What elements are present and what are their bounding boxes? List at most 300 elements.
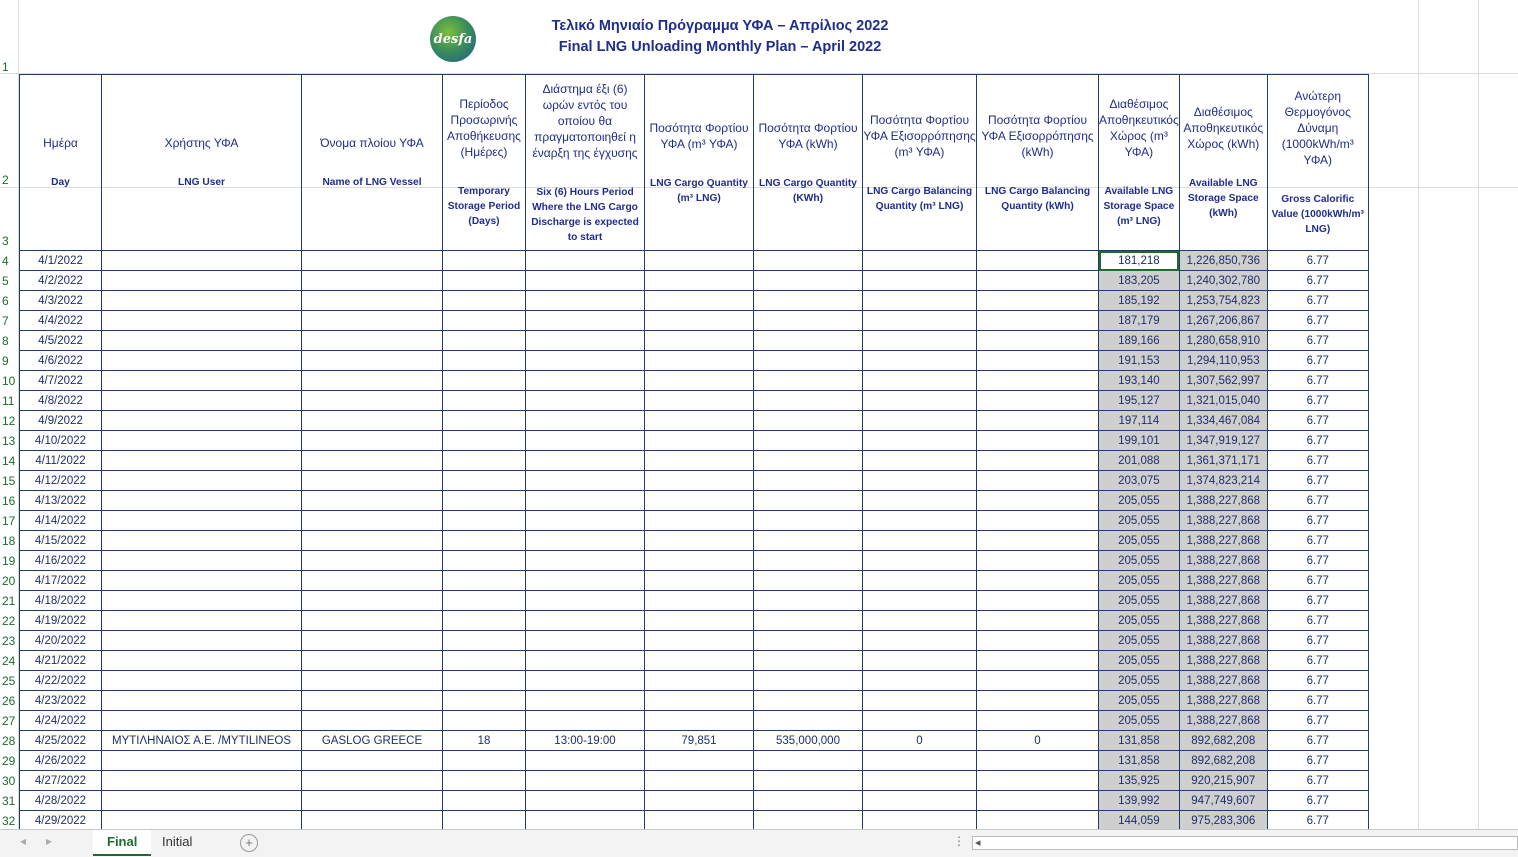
cell-cargo-kwh[interactable] <box>754 631 863 651</box>
cell-gcv[interactable]: 6.77 <box>1267 591 1368 611</box>
cell-period[interactable] <box>443 771 526 791</box>
row-number[interactable]: 25 <box>2 674 16 688</box>
tab-initial[interactable]: Initial <box>162 834 193 849</box>
cell-bal-kwh[interactable] <box>977 491 1099 511</box>
cell-space-kwh[interactable]: 1,240,302,780 <box>1179 271 1267 291</box>
cell-space-m3[interactable]: 189,166 <box>1099 331 1180 351</box>
cell-space-m3[interactable]: 185,192 <box>1099 291 1180 311</box>
cell-day[interactable]: 4/17/2022 <box>20 571 102 591</box>
cell-cargo-kwh[interactable]: 535,000,000 <box>754 731 863 751</box>
cell-window[interactable] <box>526 651 645 671</box>
cell-bal-m3[interactable] <box>863 711 977 731</box>
cell-cargo-m3[interactable]: 79,851 <box>645 731 754 751</box>
cell-day[interactable]: 4/11/2022 <box>20 451 102 471</box>
cell-cargo-m3[interactable] <box>645 451 754 471</box>
row-number[interactable]: 16 <box>2 494 16 508</box>
row-number[interactable]: 14 <box>2 454 16 468</box>
cell-space-m3[interactable]: 205,055 <box>1099 511 1180 531</box>
cell-bal-m3[interactable] <box>863 531 977 551</box>
row-number[interactable]: 22 <box>2 614 16 628</box>
row-number[interactable]: 29 <box>2 754 16 768</box>
cell-day[interactable]: 4/1/2022 <box>20 251 102 271</box>
cell-cargo-kwh[interactable] <box>754 471 863 491</box>
cell-bal-m3[interactable] <box>863 771 977 791</box>
cell-gcv[interactable]: 6.77 <box>1267 451 1368 471</box>
cell-cargo-m3[interactable] <box>645 751 754 771</box>
cell-space-kwh[interactable]: 1,388,227,868 <box>1179 631 1267 651</box>
cell-user[interactable] <box>102 251 302 271</box>
cell-bal-m3[interactable] <box>863 331 977 351</box>
cell-space-m3[interactable]: 183,205 <box>1099 271 1180 291</box>
cell-day[interactable]: 4/22/2022 <box>20 671 102 691</box>
cell-user[interactable] <box>102 591 302 611</box>
cell-cargo-m3[interactable] <box>645 491 754 511</box>
cell-gcv[interactable]: 6.77 <box>1267 751 1368 771</box>
cell-period[interactable] <box>443 451 526 471</box>
cell-space-kwh[interactable]: 1,347,919,127 <box>1179 431 1267 451</box>
cell-period[interactable] <box>443 531 526 551</box>
cell-window[interactable] <box>526 611 645 631</box>
cell-space-kwh[interactable]: 892,682,208 <box>1179 751 1267 771</box>
cell-bal-kwh[interactable] <box>977 771 1099 791</box>
cell-space-m3[interactable]: 205,055 <box>1099 631 1180 651</box>
cell-vessel[interactable] <box>302 251 443 271</box>
cell-bal-m3[interactable] <box>863 611 977 631</box>
cell-cargo-m3[interactable] <box>645 391 754 411</box>
cell-vessel[interactable] <box>302 591 443 611</box>
cell-bal-kwh[interactable] <box>977 791 1099 811</box>
cell-gcv[interactable]: 6.77 <box>1267 251 1368 271</box>
cell-day[interactable]: 4/23/2022 <box>20 691 102 711</box>
cell-day[interactable]: 4/27/2022 <box>20 771 102 791</box>
cell-day[interactable]: 4/13/2022 <box>20 491 102 511</box>
cell-vessel[interactable] <box>302 711 443 731</box>
cell-day[interactable]: 4/16/2022 <box>20 551 102 571</box>
cell-user[interactable] <box>102 271 302 291</box>
cell-vessel[interactable] <box>302 791 443 811</box>
cell-gcv[interactable]: 6.77 <box>1267 771 1368 791</box>
tab-scroll-right-icon[interactable]: ▸ <box>46 834 53 848</box>
cell-vessel[interactable] <box>302 631 443 651</box>
cell-period[interactable] <box>443 691 526 711</box>
row-number[interactable]: 11 <box>2 394 15 408</box>
cell-window[interactable] <box>526 431 645 451</box>
cell-gcv[interactable]: 6.77 <box>1267 731 1368 751</box>
cell-bal-kwh[interactable] <box>977 451 1099 471</box>
cell-user[interactable] <box>102 811 302 830</box>
cell-vessel[interactable] <box>302 451 443 471</box>
cell-space-kwh[interactable]: 947,749,607 <box>1179 791 1267 811</box>
cell-gcv[interactable]: 6.77 <box>1267 691 1368 711</box>
cell-gcv[interactable]: 6.77 <box>1267 491 1368 511</box>
cell-space-kwh[interactable]: 1,361,371,171 <box>1179 451 1267 471</box>
row-number[interactable]: 21 <box>2 594 16 608</box>
cell-user[interactable] <box>102 711 302 731</box>
cell-bal-m3[interactable] <box>863 391 977 411</box>
cell-cargo-kwh[interactable] <box>754 371 863 391</box>
cell-cargo-kwh[interactable] <box>754 411 863 431</box>
cell-vessel[interactable] <box>302 431 443 451</box>
cell-space-kwh[interactable]: 1,388,227,868 <box>1179 671 1267 691</box>
cell-vessel[interactable] <box>302 771 443 791</box>
cell-bal-kwh[interactable] <box>977 431 1099 451</box>
cell-day[interactable]: 4/4/2022 <box>20 311 102 331</box>
cell-day[interactable]: 4/10/2022 <box>20 431 102 451</box>
cell-user[interactable] <box>102 611 302 631</box>
cell-vessel[interactable] <box>302 371 443 391</box>
cell-space-m3[interactable]: 205,055 <box>1099 691 1180 711</box>
row-number[interactable]: 12 <box>2 414 16 428</box>
cell-cargo-kwh[interactable] <box>754 571 863 591</box>
cell-window[interactable] <box>526 451 645 471</box>
cell-gcv[interactable]: 6.77 <box>1267 611 1368 631</box>
cell-cargo-m3[interactable] <box>645 591 754 611</box>
cell-cargo-kwh[interactable] <box>754 711 863 731</box>
cell-bal-kwh[interactable] <box>977 371 1099 391</box>
cell-cargo-m3[interactable] <box>645 511 754 531</box>
row-number[interactable]: 9 <box>2 354 9 368</box>
row-number[interactable]: 2 <box>2 173 9 187</box>
cell-vessel[interactable] <box>302 471 443 491</box>
cell-day[interactable]: 4/25/2022 <box>20 731 102 751</box>
cell-cargo-kwh[interactable] <box>754 351 863 371</box>
cell-cargo-m3[interactable] <box>645 291 754 311</box>
cell-window[interactable] <box>526 771 645 791</box>
row-number[interactable]: 10 <box>2 374 16 388</box>
cell-cargo-m3[interactable] <box>645 271 754 291</box>
cell-user[interactable] <box>102 491 302 511</box>
cell-space-m3[interactable]: 131,858 <box>1099 751 1180 771</box>
cell-bal-m3[interactable] <box>863 511 977 531</box>
cell-space-m3[interactable]: 205,055 <box>1099 531 1180 551</box>
cell-space-kwh[interactable]: 1,388,227,868 <box>1179 571 1267 591</box>
cell-window[interactable] <box>526 411 645 431</box>
cell-gcv[interactable]: 6.77 <box>1267 391 1368 411</box>
cell-user[interactable] <box>102 751 302 771</box>
cell-space-kwh[interactable]: 920,215,907 <box>1179 771 1267 791</box>
cell-bal-kwh[interactable] <box>977 611 1099 631</box>
cell-space-kwh[interactable]: 1,388,227,868 <box>1179 591 1267 611</box>
cell-vessel[interactable] <box>302 651 443 671</box>
cell-cargo-m3[interactable] <box>645 671 754 691</box>
cell-day[interactable]: 4/26/2022 <box>20 751 102 771</box>
cell-cargo-kwh[interactable] <box>754 391 863 411</box>
cell-period[interactable] <box>443 411 526 431</box>
cell-bal-m3[interactable] <box>863 291 977 311</box>
cell-cargo-kwh[interactable] <box>754 551 863 571</box>
cell-vessel[interactable] <box>302 411 443 431</box>
cell-space-m3[interactable]: 131,858 <box>1099 731 1180 751</box>
cell-window[interactable] <box>526 811 645 830</box>
cell-user[interactable] <box>102 431 302 451</box>
cell-user[interactable] <box>102 631 302 651</box>
cell-bal-kwh[interactable] <box>977 691 1099 711</box>
cell-period[interactable] <box>443 711 526 731</box>
cell-period[interactable] <box>443 791 526 811</box>
row-number[interactable]: 8 <box>2 334 9 348</box>
row-number[interactable]: 32 <box>2 814 16 828</box>
row-number[interactable]: 5 <box>2 274 9 288</box>
cell-period[interactable] <box>443 251 526 271</box>
row-number[interactable]: 19 <box>2 554 16 568</box>
cell-cargo-kwh[interactable] <box>754 811 863 830</box>
tab-final[interactable]: Final <box>93 830 151 856</box>
cell-gcv[interactable]: 6.77 <box>1267 791 1368 811</box>
cell-window[interactable] <box>526 671 645 691</box>
cell-bal-kwh[interactable] <box>977 631 1099 651</box>
row-number[interactable]: 30 <box>2 774 16 788</box>
cell-space-kwh[interactable]: 1,388,227,868 <box>1179 611 1267 631</box>
cell-window[interactable] <box>526 271 645 291</box>
cell-space-kwh[interactable]: 1,267,206,867 <box>1179 311 1267 331</box>
cell-day[interactable]: 4/7/2022 <box>20 371 102 391</box>
cell-vessel[interactable] <box>302 611 443 631</box>
cell-user[interactable] <box>102 351 302 371</box>
cell-day[interactable]: 4/9/2022 <box>20 411 102 431</box>
cell-space-kwh[interactable]: 1,253,754,823 <box>1179 291 1267 311</box>
cell-gcv[interactable]: 6.77 <box>1267 651 1368 671</box>
cell-vessel[interactable] <box>302 511 443 531</box>
cell-cargo-m3[interactable] <box>645 551 754 571</box>
cell-vessel[interactable] <box>302 311 443 331</box>
cell-window[interactable] <box>526 371 645 391</box>
cell-cargo-kwh[interactable] <box>754 771 863 791</box>
cell-period[interactable] <box>443 571 526 591</box>
row-number[interactable]: 27 <box>2 714 16 728</box>
cell-cargo-m3[interactable] <box>645 471 754 491</box>
cell-window[interactable]: 13:00-19:00 <box>526 731 645 751</box>
cell-day[interactable]: 4/6/2022 <box>20 351 102 371</box>
cell-space-m3[interactable]: 144,059 <box>1099 811 1180 830</box>
cell-cargo-m3[interactable] <box>645 791 754 811</box>
cell-cargo-kwh[interactable] <box>754 651 863 671</box>
row-number[interactable]: 4 <box>2 254 9 268</box>
cell-period[interactable]: 18 <box>443 731 526 751</box>
cell-user[interactable] <box>102 691 302 711</box>
cell-bal-kwh[interactable] <box>977 811 1099 830</box>
cell-gcv[interactable]: 6.77 <box>1267 351 1368 371</box>
cell-bal-kwh[interactable] <box>977 311 1099 331</box>
cell-window[interactable] <box>526 311 645 331</box>
row-number[interactable]: 17 <box>2 514 16 528</box>
cell-user[interactable] <box>102 651 302 671</box>
row-number[interactable]: 23 <box>2 634 16 648</box>
cell-cargo-kwh[interactable] <box>754 451 863 471</box>
cell-space-kwh[interactable]: 1,321,015,040 <box>1179 391 1267 411</box>
row-number[interactable]: 28 <box>2 734 16 748</box>
cell-user[interactable] <box>102 571 302 591</box>
cell-space-kwh[interactable]: 1,388,227,868 <box>1179 531 1267 551</box>
cell-cargo-m3[interactable] <box>645 431 754 451</box>
cell-window[interactable] <box>526 691 645 711</box>
cell-gcv[interactable]: 6.77 <box>1267 271 1368 291</box>
cell-gcv[interactable]: 6.77 <box>1267 811 1368 830</box>
cell-space-kwh[interactable]: 1,388,227,868 <box>1179 511 1267 531</box>
cell-vessel[interactable] <box>302 271 443 291</box>
cell-day[interactable]: 4/3/2022 <box>20 291 102 311</box>
cell-window[interactable] <box>526 511 645 531</box>
scroll-left-icon[interactable]: ◂ <box>975 837 981 849</box>
cell-vessel[interactable] <box>302 551 443 571</box>
cell-day[interactable]: 4/19/2022 <box>20 611 102 631</box>
cell-space-kwh[interactable]: 1,294,110,953 <box>1179 351 1267 371</box>
cell-gcv[interactable]: 6.77 <box>1267 291 1368 311</box>
cell-day[interactable]: 4/14/2022 <box>20 511 102 531</box>
row-number[interactable]: 31 <box>2 794 16 808</box>
cell-gcv[interactable]: 6.77 <box>1267 711 1368 731</box>
cell-bal-kwh[interactable] <box>977 471 1099 491</box>
cell-gcv[interactable]: 6.77 <box>1267 371 1368 391</box>
cell-space-m3[interactable]: 201,088 <box>1099 451 1180 471</box>
cell-user[interactable] <box>102 671 302 691</box>
cell-space-m3[interactable]: 187,179 <box>1099 311 1180 331</box>
cell-space-m3[interactable]: 203,075 <box>1099 471 1180 491</box>
cell-bal-kwh[interactable]: 0 <box>977 731 1099 751</box>
cell-space-kwh[interactable]: 1,307,562,997 <box>1179 371 1267 391</box>
cell-bal-m3[interactable] <box>863 791 977 811</box>
cell-period[interactable] <box>443 291 526 311</box>
cell-window[interactable] <box>526 491 645 511</box>
cell-bal-m3[interactable] <box>863 691 977 711</box>
cell-user[interactable] <box>102 291 302 311</box>
cell-bal-kwh[interactable] <box>977 651 1099 671</box>
cell-user[interactable] <box>102 391 302 411</box>
cell-user[interactable] <box>102 371 302 391</box>
cell-cargo-kwh[interactable] <box>754 671 863 691</box>
cell-window[interactable] <box>526 291 645 311</box>
cell-space-m3[interactable]: 195,127 <box>1099 391 1180 411</box>
cell-vessel[interactable]: GASLOG GREECE <box>302 731 443 751</box>
cell-cargo-kwh[interactable] <box>754 751 863 771</box>
cell-space-kwh[interactable]: 1,388,227,868 <box>1179 691 1267 711</box>
cell-window[interactable] <box>526 471 645 491</box>
cell-cargo-kwh[interactable] <box>754 511 863 531</box>
cell-user[interactable] <box>102 791 302 811</box>
cell-day[interactable]: 4/18/2022 <box>20 591 102 611</box>
cell-period[interactable] <box>443 491 526 511</box>
row-number[interactable]: 7 <box>2 314 9 328</box>
cell-bal-m3[interactable] <box>863 411 977 431</box>
cell-cargo-m3[interactable] <box>645 691 754 711</box>
cell-user[interactable] <box>102 331 302 351</box>
cell-gcv[interactable]: 6.77 <box>1267 411 1368 431</box>
cell-period[interactable] <box>443 511 526 531</box>
cell-bal-kwh[interactable] <box>977 411 1099 431</box>
tab-scroll-left-icon[interactable]: ◂ <box>20 834 27 848</box>
cell-space-m3[interactable]: 205,055 <box>1099 591 1180 611</box>
cell-cargo-m3[interactable] <box>645 651 754 671</box>
row-number[interactable]: 20 <box>2 574 16 588</box>
cell-bal-kwh[interactable] <box>977 531 1099 551</box>
cell-vessel[interactable] <box>302 391 443 411</box>
cell-space-m3[interactable]: 205,055 <box>1099 651 1180 671</box>
cell-bal-kwh[interactable] <box>977 751 1099 771</box>
cell-space-kwh[interactable]: 1,388,227,868 <box>1179 711 1267 731</box>
cell-period[interactable] <box>443 371 526 391</box>
cell-space-m3[interactable]: 191,153 <box>1099 351 1180 371</box>
row-number[interactable]: 3 <box>2 234 9 248</box>
cell-window[interactable] <box>526 551 645 571</box>
cell-space-kwh[interactable]: 1,334,467,084 <box>1179 411 1267 431</box>
cell-window[interactable] <box>526 591 645 611</box>
cell-vessel[interactable] <box>302 531 443 551</box>
cell-bal-m3[interactable] <box>863 651 977 671</box>
cell-vessel[interactable] <box>302 331 443 351</box>
cell-window[interactable] <box>526 571 645 591</box>
cell-space-m3[interactable]: 205,055 <box>1099 711 1180 731</box>
cell-cargo-m3[interactable] <box>645 771 754 791</box>
cell-bal-kwh[interactable] <box>977 291 1099 311</box>
cell-space-m3[interactable]: 197,114 <box>1099 411 1180 431</box>
cell-space-m3[interactable]: 205,055 <box>1099 491 1180 511</box>
cell-cargo-m3[interactable] <box>645 571 754 591</box>
cell-cargo-kwh[interactable] <box>754 491 863 511</box>
cell-bal-m3[interactable] <box>863 251 977 271</box>
cell-user[interactable] <box>102 511 302 531</box>
horizontal-scrollbar[interactable] <box>972 836 1518 850</box>
cell-gcv[interactable]: 6.77 <box>1267 311 1368 331</box>
cell-space-kwh[interactable]: 1,388,227,868 <box>1179 491 1267 511</box>
cell-period[interactable] <box>443 651 526 671</box>
cell-cargo-kwh[interactable] <box>754 331 863 351</box>
cell-period[interactable] <box>443 311 526 331</box>
cell-day[interactable]: 4/24/2022 <box>20 711 102 731</box>
cell-bal-m3[interactable] <box>863 491 977 511</box>
cell-bal-m3[interactable] <box>863 451 977 471</box>
cell-vessel[interactable] <box>302 691 443 711</box>
cell-bal-kwh[interactable] <box>977 551 1099 571</box>
cell-bal-m3[interactable] <box>863 571 977 591</box>
cell-cargo-m3[interactable] <box>645 411 754 431</box>
cell-period[interactable] <box>443 391 526 411</box>
cell-user[interactable]: ΜΥΤΙΛΗΝΑΙΟΣ Α.Ε. /MYTILINEOS <box>102 731 302 751</box>
cell-bal-kwh[interactable] <box>977 511 1099 531</box>
row-number[interactable]: 15 <box>2 474 16 488</box>
row-number[interactable]: 24 <box>2 654 16 668</box>
cell-period[interactable] <box>443 351 526 371</box>
cell-bal-m3[interactable]: 0 <box>863 731 977 751</box>
cell-space-kwh[interactable]: 1,280,658,910 <box>1179 331 1267 351</box>
cell-cargo-m3[interactable] <box>645 311 754 331</box>
cell-day[interactable]: 4/28/2022 <box>20 791 102 811</box>
cell-vessel[interactable] <box>302 571 443 591</box>
row-number[interactable]: 1 <box>2 60 9 74</box>
cell-gcv[interactable]: 6.77 <box>1267 671 1368 691</box>
cell-bal-kwh[interactable] <box>977 271 1099 291</box>
cell-cargo-m3[interactable] <box>645 611 754 631</box>
cell-day[interactable]: 4/8/2022 <box>20 391 102 411</box>
cell-cargo-kwh[interactable] <box>754 531 863 551</box>
cell-window[interactable] <box>526 331 645 351</box>
cell-day[interactable]: 4/29/2022 <box>20 811 102 830</box>
cell-bal-m3[interactable] <box>863 311 977 331</box>
cell-window[interactable] <box>526 791 645 811</box>
add-sheet-icon[interactable]: + <box>240 834 258 852</box>
cell-space-m3[interactable]: 205,055 <box>1099 571 1180 591</box>
cell-bal-m3[interactable] <box>863 551 977 571</box>
cell-bal-kwh[interactable] <box>977 251 1099 271</box>
cell-window[interactable] <box>526 391 645 411</box>
cell-bal-m3[interactable] <box>863 751 977 771</box>
cell-gcv[interactable]: 6.77 <box>1267 511 1368 531</box>
cell-space-kwh[interactable]: 1,388,227,868 <box>1179 651 1267 671</box>
cell-gcv[interactable]: 6.77 <box>1267 551 1368 571</box>
cell-cargo-m3[interactable] <box>645 331 754 351</box>
cell-period[interactable] <box>443 751 526 771</box>
row-number[interactable]: 26 <box>2 694 16 708</box>
cell-bal-kwh[interactable] <box>977 591 1099 611</box>
cell-bal-m3[interactable] <box>863 371 977 391</box>
